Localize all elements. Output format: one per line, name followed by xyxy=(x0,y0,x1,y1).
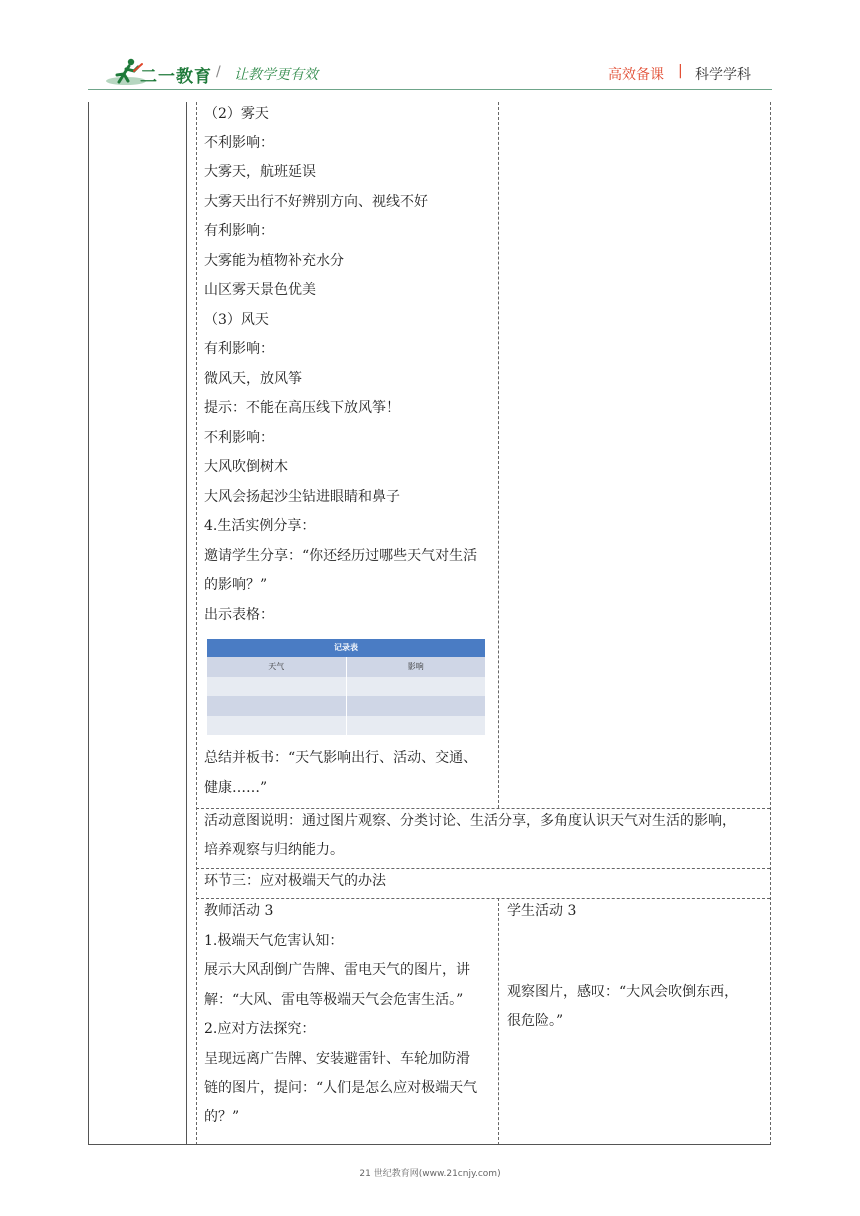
table-border-left xyxy=(88,102,89,1145)
summary-line: 总结并板书：“天气影响出行、活动、交通、 xyxy=(204,750,478,766)
record-table-cell xyxy=(346,696,486,716)
record-table-title: 记录表 xyxy=(207,639,485,657)
teacher-line: 不利影响： xyxy=(204,430,274,446)
student-activity-heading: 学生活动 3 xyxy=(507,903,577,919)
teacher-activity-line: 2.应对方法探究： xyxy=(204,1021,316,1037)
intent-line: 活动意图说明：通过图片观察、分类讨论、生活分享，多角度认识天气对生活的影响， xyxy=(204,813,736,829)
header-slash: / xyxy=(216,64,221,80)
header-tag-subject: 科学学科 xyxy=(695,67,751,83)
table-divider-col2 xyxy=(196,102,197,1145)
teacher-line: 出示表格： xyxy=(204,607,274,623)
teacher-activity-line: 解：“大风、雷电等极端天气会危害生活。” xyxy=(204,992,464,1008)
record-table-row xyxy=(207,696,485,716)
brand-slogan: 让教学更有效 xyxy=(234,67,318,83)
teacher-activity-line: 展示大风刮倒广告牌、雷电天气的图片，讲 xyxy=(204,962,470,978)
teacher-line: 大雾天出行不好辨别方向、视线不好 xyxy=(204,194,428,210)
student-activity-line: 很危险。” xyxy=(507,1013,564,1029)
teacher-line: 大雾天，航班延误 xyxy=(204,164,316,180)
record-table-cell xyxy=(207,716,346,736)
teacher-activity-line: 1.极端天气危害认知： xyxy=(204,933,344,949)
record-table-header-impact: 影响 xyxy=(346,657,486,677)
teacher-line: 大雾能为植物补充水分 xyxy=(204,253,344,269)
teacher-line: （3）风天 xyxy=(204,312,269,328)
header-rule xyxy=(88,89,772,90)
record-table-row xyxy=(207,716,485,736)
teacher-line: 提示：不能在高压线下放风筝！ xyxy=(204,400,400,416)
teacher-line: 不利影响： xyxy=(204,135,274,151)
teacher-activity-line: 的？” xyxy=(204,1109,240,1125)
record-table-header-weather: 天气 xyxy=(268,662,285,671)
student-activity-line: 观察图片，感叹：“大风会吹倒东西， xyxy=(507,984,739,1000)
teacher-line: 有利影响： xyxy=(204,341,274,357)
page-header xyxy=(0,0,860,100)
teacher-line: 4.生活实例分享： xyxy=(204,518,316,534)
table-divider-col1 xyxy=(186,102,187,1145)
teacher-line: 的影响？” xyxy=(204,577,268,593)
record-table-cell xyxy=(346,716,486,736)
record-table-cell xyxy=(207,696,346,716)
teacher-line: 大风吹倒树木 xyxy=(204,459,288,475)
teacher-line: （2）雾天 xyxy=(204,106,269,122)
table-divider-col3-lower xyxy=(498,898,499,1145)
page-footer: 21 世纪教育网(www.21cnjy.com) xyxy=(359,1169,501,1179)
table-row-line-2 xyxy=(196,868,770,869)
record-table-header-row xyxy=(207,657,485,677)
teacher-line: 有利影响： xyxy=(204,223,274,239)
table-divider-col3-upper xyxy=(498,102,499,808)
teacher-line: 大风会扬起沙尘钻进眼睛和鼻子 xyxy=(204,489,400,505)
table-row-line-1 xyxy=(196,808,770,809)
teacher-activity-line: 呈现远离广告牌、安装避雷针、车轮加防滑 xyxy=(204,1051,470,1067)
table-border-bottom xyxy=(88,1144,771,1145)
intent-line: 培养观察与归纳能力。 xyxy=(204,842,344,858)
teacher-activity-line: 链的图片，提问：“人们是怎么应对极端天气 xyxy=(204,1080,478,1096)
brand-name: 二一教育 xyxy=(140,67,212,87)
teacher-line: 微风天，放风筝 xyxy=(204,371,302,387)
table-border-right xyxy=(770,102,771,1145)
record-table-cell xyxy=(346,677,486,697)
teacher-line: 山区雾天景色优美 xyxy=(204,282,316,298)
header-separator: | xyxy=(678,63,683,79)
header-tag-lesson: 高效备课 xyxy=(608,67,664,83)
section-title: 环节三：应对极端天气的办法 xyxy=(204,873,386,889)
table-row-line-3 xyxy=(196,898,770,899)
record-table xyxy=(207,639,485,735)
record-table-row xyxy=(207,677,485,697)
teacher-line: 邀请学生分享：“你还经历过哪些天气对生活 xyxy=(204,548,478,564)
record-table-cell xyxy=(207,677,346,697)
teacher-activity-heading: 教师活动 3 xyxy=(204,903,274,919)
summary-line: 健康……” xyxy=(204,780,268,796)
